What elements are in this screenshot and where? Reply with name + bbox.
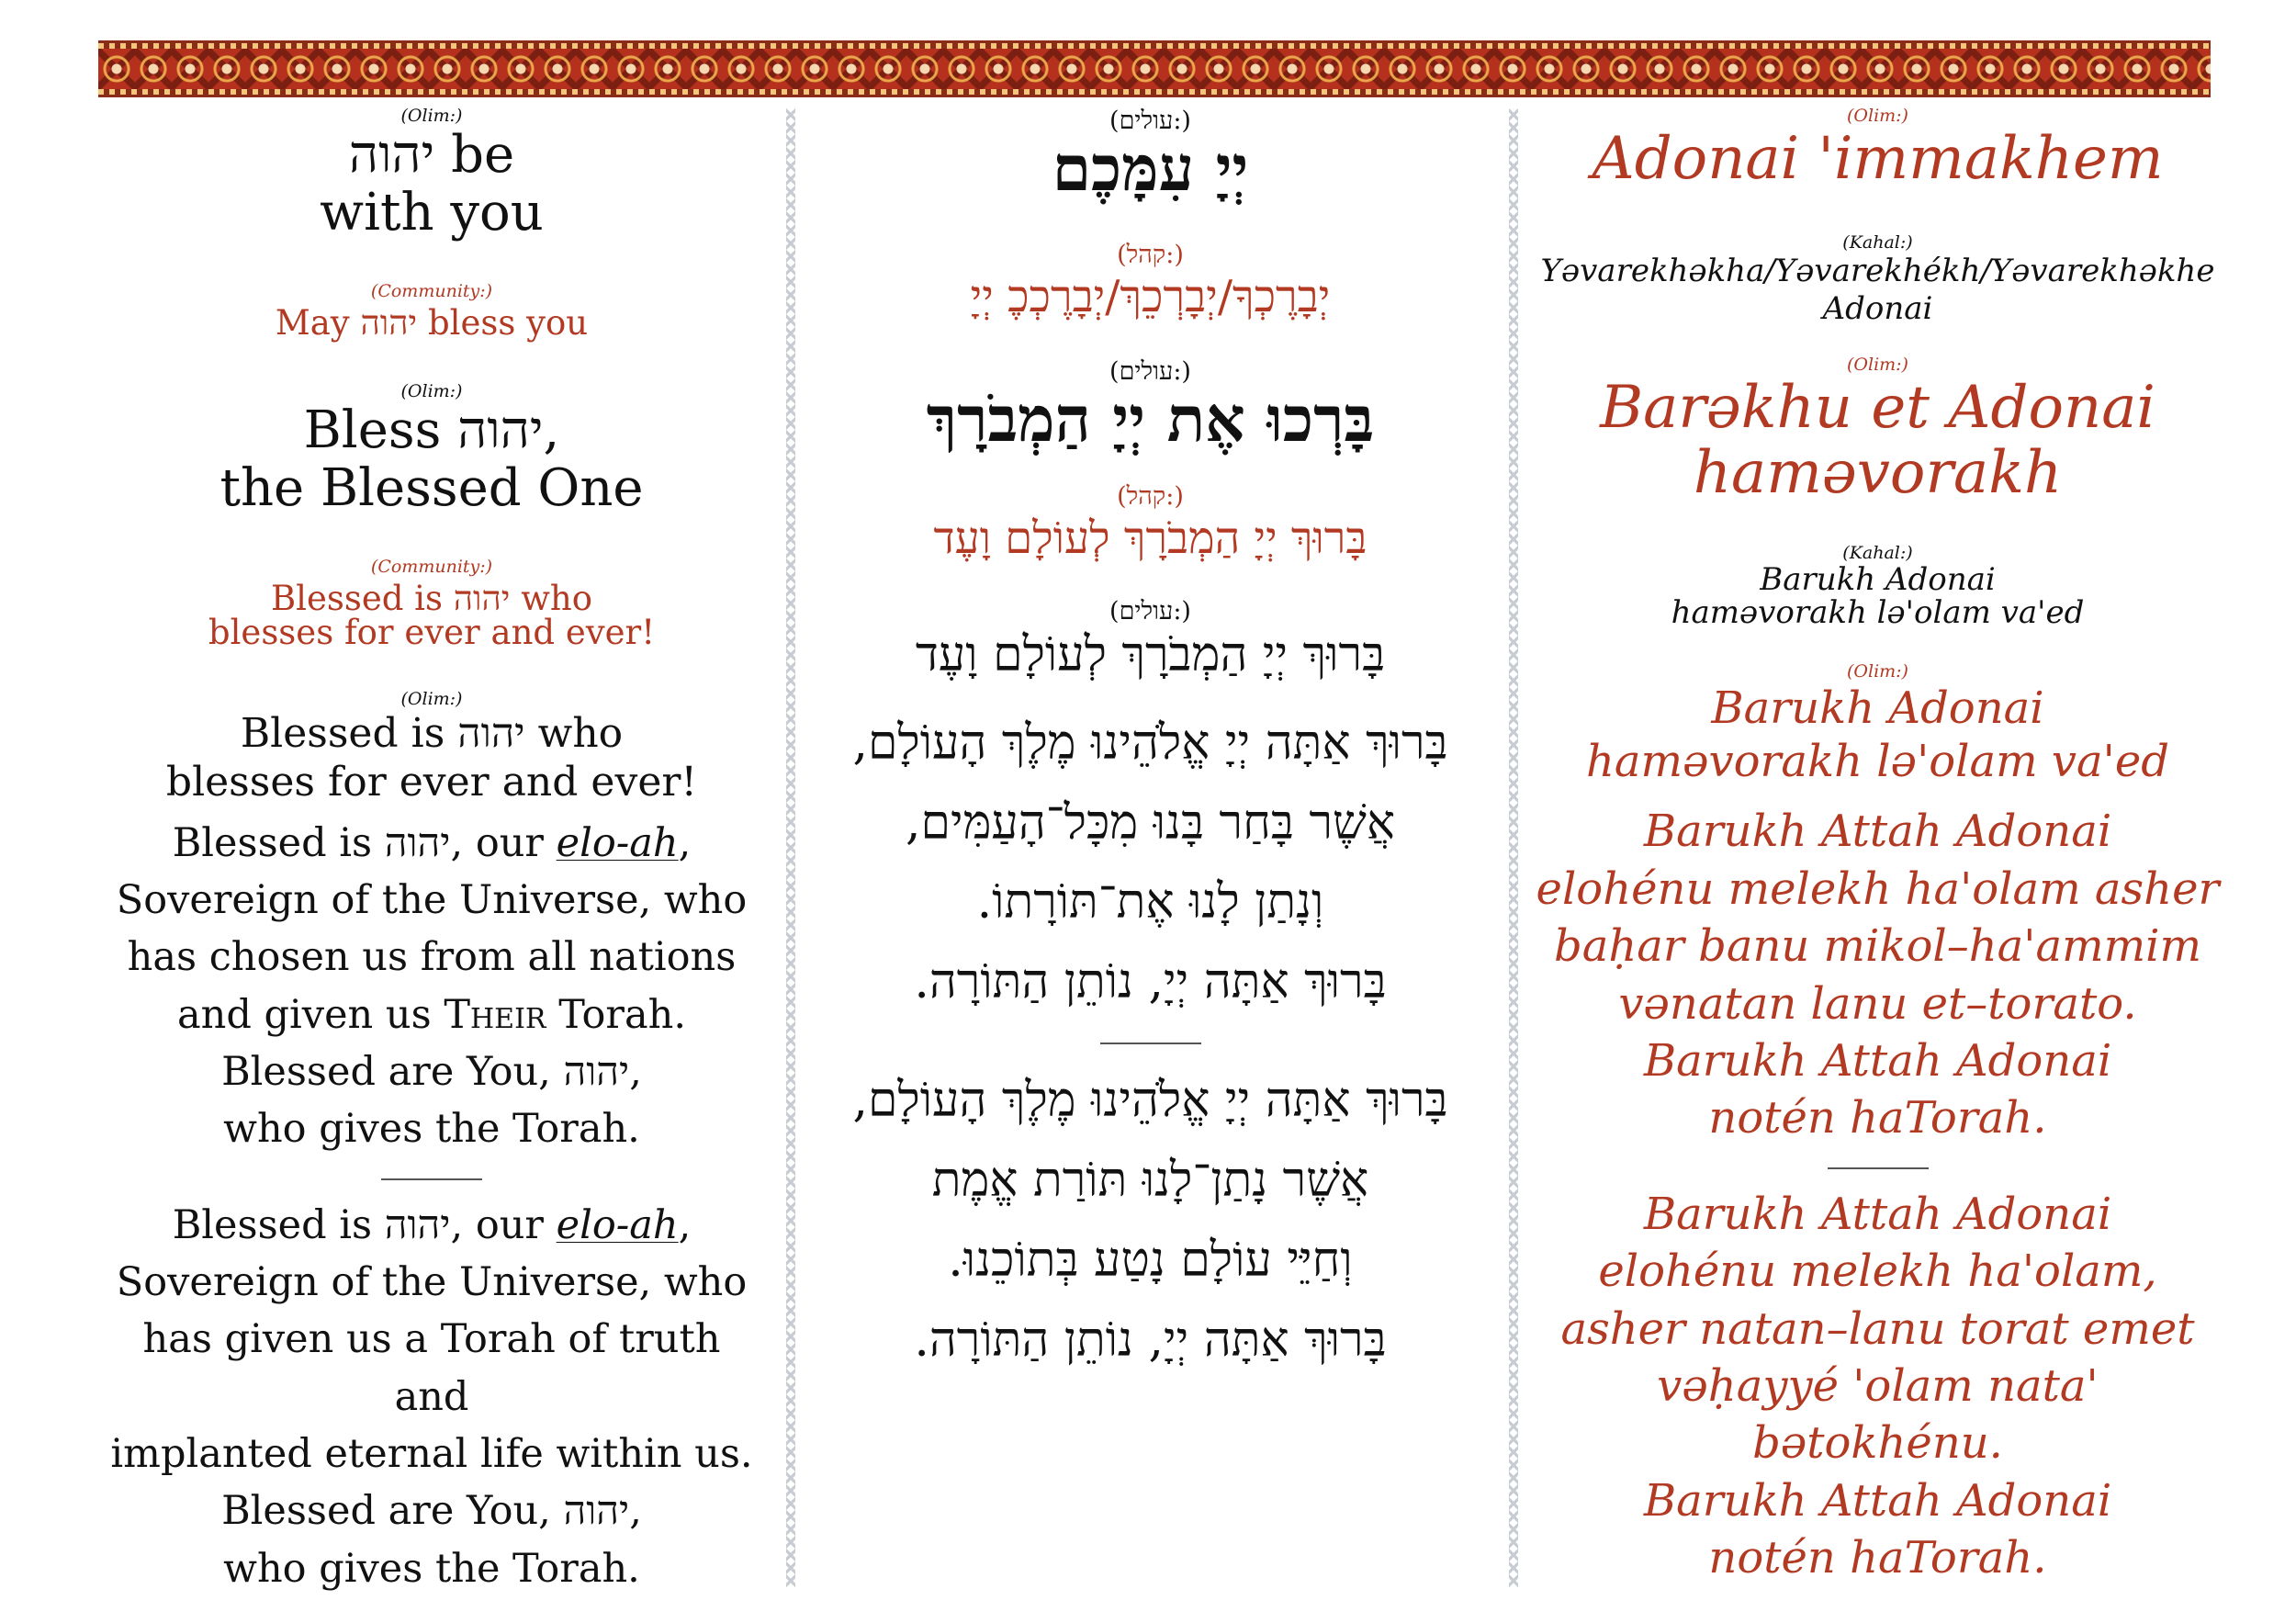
olim-label: (Olim:)	[400, 106, 463, 126]
english-barkhu-text: Bless יהוה, the Blessed One	[219, 400, 644, 518]
column-divider-left	[786, 108, 795, 1587]
english-torah-blessing-before: Blessed is יהוה, our elo-ah, Sovereign of the Universe, who has chosen us from all nations and given us Their Torah. Blessed are You, יהוה, who gives the Torah.	[116, 819, 748, 1153]
divine-name: יהוה	[348, 124, 435, 185]
translit-blessing-1	[1536, 107, 2220, 193]
community-label: (Community:)	[370, 281, 493, 302]
olim-label-hebrew: (עולים:)	[1109, 596, 1191, 626]
english-call-text: יהוה be with you	[320, 124, 544, 242]
divine-name: יהוה	[360, 303, 418, 344]
hebrew-baruch-repeat: בָּרוּךְ יְיָ הַמְבֹרָךְ לְעוֹלָם וָעֶד	[915, 626, 1386, 682]
olim-label: (Olim:)	[1847, 354, 1908, 375]
divine-name: יהוה	[457, 710, 525, 758]
kahal-label-hebrew: (קהל:)	[1117, 481, 1184, 511]
english-blessing-2	[106, 281, 758, 344]
kahal-label: (Kahal:)	[1842, 543, 1913, 564]
kahal-label-hebrew: (קהל:)	[1117, 240, 1184, 269]
decorative-border-band	[98, 40, 2211, 97]
transliteration-column	[1536, 107, 2220, 1586]
hebrew-blessing-3	[813, 357, 1488, 455]
divine-name: יהוה	[384, 1201, 451, 1248]
hebrew-call-text: יְיָ עִמָּכֶם	[1052, 132, 1249, 207]
olim-label: (Olim:)	[400, 689, 463, 710]
hebrew-baruch-response: בָּרוּךְ יְיָ הַמְבֹרָךְ לְעוֹלָם וָעֶד	[933, 512, 1367, 564]
english-blessing-1	[106, 107, 758, 242]
english-baruch-response: Blessed is יהוה who blesses for ever and ever!	[208, 579, 656, 653]
hebrew-blessing-5	[813, 597, 1488, 685]
divine-name: יהוה	[563, 1488, 630, 1535]
hebrew-column	[813, 107, 1488, 1380]
olim-label: (Olim:)	[1847, 106, 1908, 126]
english-blessing-3	[106, 382, 758, 517]
translit-torah-blessing-before: Barukh Attah Adonai elohénu melekh ha'olam asher baḥar banu mikol–ha'ammim vənatan lanu et–torato. Barukh Attah Adonai notén haTorah.	[1536, 806, 2220, 1144]
translit-torah-blessing-after: Barukh Attah Adonai elohénu melekh ha'olam, asher natan–lanu torat emet vəḥayyé 'olam nata' bətokhénu. Barukh Attah Adonai notén haTorah.	[1560, 1188, 2195, 1584]
olim-label-hebrew: (עולים:)	[1109, 107, 1191, 135]
translit-barkhu-text: Barəkhu et Adonai haməvorakh	[1600, 373, 2155, 508]
english-blessing-5	[106, 690, 758, 806]
english-baruch-repeat: Blessed is יהוה who blesses for ever and ever!	[165, 710, 698, 806]
kahal-label: (Kahal:)	[1842, 231, 1913, 253]
english-column	[106, 107, 758, 1597]
translit-blessing-3	[1536, 355, 2220, 507]
community-label: (Community:)	[370, 557, 493, 578]
column-divider-right	[1509, 108, 1518, 1587]
english-response-text: May יהוה bless you	[275, 303, 589, 344]
translit-blessing-4	[1536, 544, 2220, 629]
hebrew-blessing-2	[813, 241, 1488, 324]
translit-call-text: Adonai 'immakhem	[1592, 124, 2164, 193]
translit-baruch-response: Barukh Adonai haməvorakh lə'olam va'ed	[1671, 560, 2085, 631]
hebrew-blessing-4	[813, 482, 1488, 566]
translit-blessing-2	[1536, 233, 2220, 328]
divine-name: יהוה	[563, 1049, 630, 1096]
translit-blessing-5	[1536, 662, 2220, 788]
divine-name: יהוה	[384, 819, 451, 866]
english-torah-blessing-after: Blessed is יהוה, our elo-ah, Sovereign of the Universe, who has given us a Torah of truth and implanted eternal life within us. Blessed are You, יהוה, who gives the Torah.	[110, 1201, 753, 1592]
translit-response-text: Yəvarekhəkha/Yəvarekhékh/Yəvarekhəkhe Adonai	[1540, 253, 2215, 328]
divine-name: יהוה	[457, 400, 544, 460]
translit-baruch-repeat: Barukh Adonai haməvorakh lə'olam va'ed	[1586, 682, 2169, 787]
hebrew-blessing-1	[813, 107, 1488, 207]
hebrew-torah-blessing-after: בָּרוּךְ אַתָּה יְיָ אֱלֹהֵינוּ מֶלֶךְ הָעוֹלָם, אֲשֶׁר נָתַן־לָנוּ תּוֹרַת אֱמֶת וְחַיֵּי עוֹלָם נָטַע בְּתוֹכֵנוּ. בָּרוּךְ אַתָּה יְיָ, נוֹתֵן הַתּוֹרָה.	[852, 1073, 1448, 1368]
divine-name: יהוה	[453, 579, 511, 619]
hebrew-response-text: יְבָרֶכְךָ/יְבָרְכֵךְ/יְבָרֶכְכֶ יְיָ	[970, 270, 1331, 322]
hebrew-barkhu-text: בָּרְכוּ אֶת יְיָ הַמְבֹרָךְ	[926, 382, 1375, 456]
section-rule	[1828, 1167, 1929, 1169]
section-rule	[381, 1178, 482, 1180]
english-blessing-4	[106, 557, 758, 653]
olim-label: (Olim:)	[400, 381, 463, 402]
section-rule	[1100, 1043, 1201, 1044]
olim-label: (Olim:)	[1847, 661, 1908, 682]
olim-label-hebrew: (עולים:)	[1109, 356, 1191, 386]
hebrew-torah-blessing-before: בָּרוּךְ אַתָּה יְיָ אֱלֹהֵינוּ מֶלֶךְ הָעוֹלָם, אֲשֶׁר בָּחַר בָּנוּ מִכָּל־הָעַמִּים, וְנָתַן לָנוּ אֶת־תּוֹרָתוֹ. בָּרוּךְ אַתָּה יְיָ, נוֹתֵן הַתּוֹרָה.	[852, 715, 1448, 1010]
